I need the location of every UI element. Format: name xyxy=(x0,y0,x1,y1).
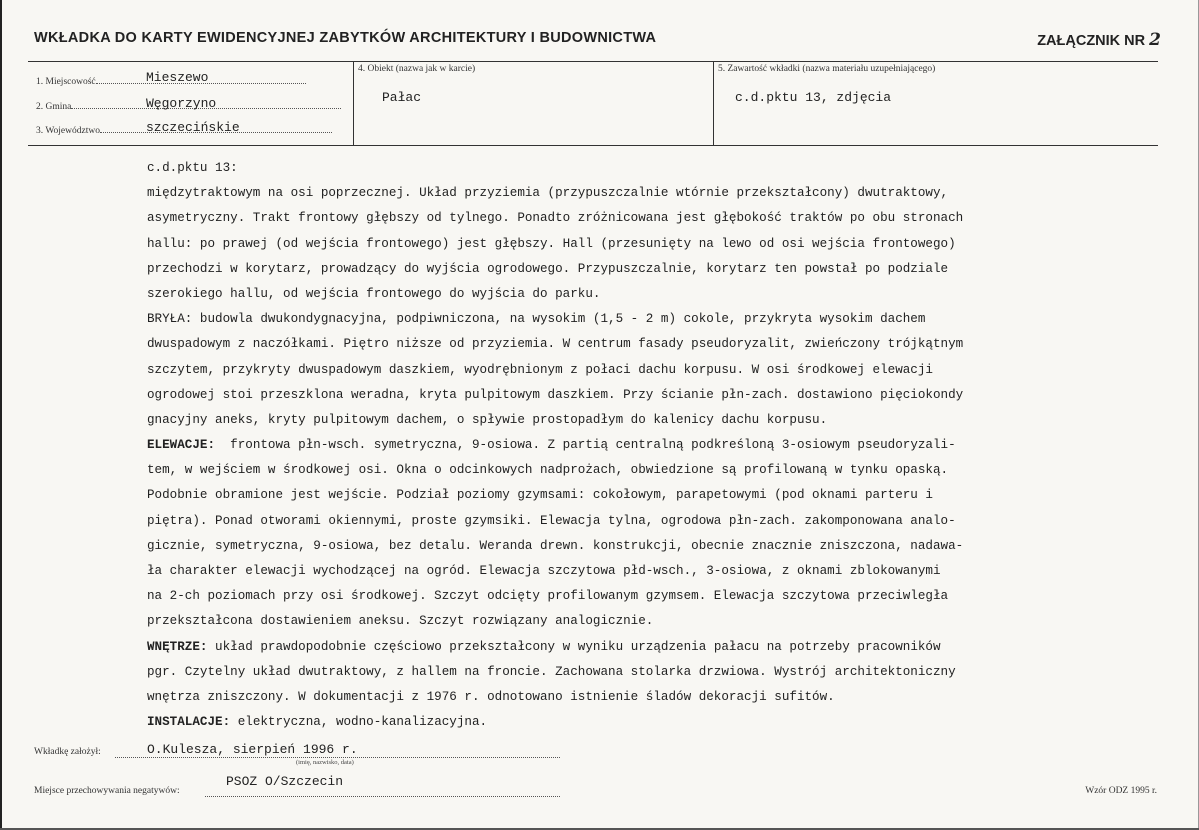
body-line-text: wnętrza zniszczony. W dokumentacji z 1976 r. odnotowano istnienie śladów dekoracji sufitów. xyxy=(147,689,835,704)
body-line xyxy=(147,181,1147,206)
object-value: Pałac xyxy=(382,90,422,105)
body-line-text: frontowa płn-wsch. symetryczna, 9-osiowa. Z partią centralną podkreśloną 3-osiowym pseudoryzali- xyxy=(215,438,956,453)
body-line xyxy=(147,332,1147,357)
body-line-text: elektryczna, wodno-kanalizacyjna. xyxy=(230,715,488,730)
body-line xyxy=(147,282,1147,307)
body-line xyxy=(147,559,1147,584)
negatives-dots xyxy=(205,796,560,797)
section-heading: INSTALACJE: xyxy=(147,715,231,730)
body-line xyxy=(147,483,1147,508)
body-line xyxy=(147,685,1147,710)
miejscowosc-label: 1. Miejscowość xyxy=(36,77,96,87)
wojewodztwo-label: 3. Województwo xyxy=(36,126,100,136)
contents-label: 5. Zawartość wkładki (nazwa materiału uzupełniającego) xyxy=(718,64,936,74)
body-lines xyxy=(147,181,1147,735)
body-line xyxy=(147,635,1147,660)
body-line-text: przechodzi w korytarz, prowadzący do wyjścia ogrodowego. Przypuszczalnie, korytarz ten powstał po podziale xyxy=(147,261,949,276)
annex-label xyxy=(1037,30,1161,50)
author-dots xyxy=(115,757,560,758)
body-line-text: przekształcona dostawieniem aneksu. Szczyt rozwiązany analogicznie. xyxy=(147,614,654,629)
grid-divider-2 xyxy=(713,62,714,145)
body-line xyxy=(147,257,1147,282)
body-heading: c.d.pktu 13: xyxy=(147,161,238,175)
body-line xyxy=(147,710,1147,735)
contents-value: c.d.pktu 13, zdjęcia xyxy=(735,90,892,105)
author-hint: (imię, nazwisko, data) xyxy=(296,759,354,766)
body-line-text: hallu: po prawej (od wejścia frontowego) jest głębszy. Hall (przesunięty na lewo od osi wejścia frontowego) xyxy=(147,236,956,251)
body-line xyxy=(147,660,1147,685)
annex-number: 2 xyxy=(1149,30,1161,50)
body-line xyxy=(147,232,1147,257)
body-line xyxy=(147,358,1147,383)
gmina-label: 2. Gmina xyxy=(36,102,72,112)
body-line-text: międzytraktowym na osi poprzecznej. Układ przyziemia (przypuszczalnie wtórnie przekształcony) dwutraktowy, xyxy=(147,186,949,201)
body-line-text: piętra). Ponad otworami okiennymi, proste gzymsiki. Elewacja tylna, ogrodowa płn-zach. zakomponowana analo- xyxy=(147,513,956,528)
body-line-text: ła charakter elewacji wychodzącej na ogród. Elewacja szczytowa płd-wsch., 3-osiowa, z oknami zblokowanymi xyxy=(147,564,941,578)
author-value: O.Kulesza, sierpień 1996 r. xyxy=(147,742,358,757)
negatives-value: PSOZ O/Szczecin xyxy=(226,774,344,789)
body-line-text: asymetryczny. Trakt frontowy głębszy od tylnego. Ponadto zróżnicowana jest głębokość traktów po obu stronach xyxy=(147,211,964,226)
negatives-label: Miejsce przechowywania negatywów: xyxy=(34,786,180,796)
body-line-text: gnacyjny aneks, kryty pulpitowym dachem, o spływie prostopadłym do kalenicy dachu korpusu. xyxy=(147,412,828,427)
grid-divider-1 xyxy=(353,62,354,145)
body-line xyxy=(147,509,1147,534)
object-label: 4. Obiekt (nazwa jak w karcie) xyxy=(358,64,476,74)
body-line xyxy=(147,408,1147,433)
author-label: Wkładkę założył: xyxy=(34,747,101,757)
body-line-text: układ prawdopodobnie częściowo przekształcony w wyniku urządzenia pałacu na potrzeby pracowników xyxy=(207,639,941,654)
body-line-text: szerokiego hallu, od wejścia frontowego do wyjścia do parku. xyxy=(147,286,601,301)
section-heading: ELEWACJE: xyxy=(147,438,216,453)
body-line-text: dwuspadowym z naczółkami. Piętro niższe od przyziemia. W centrum fasady pseudoryzalit, zwieńczony trójkątnym xyxy=(147,337,964,352)
form-code: Wzór ODZ 1995 r. xyxy=(1085,786,1157,796)
gmina-value: Węgorzyno xyxy=(146,96,217,111)
header-grid xyxy=(28,61,1158,146)
body-line xyxy=(147,584,1147,609)
body-line xyxy=(147,206,1147,231)
body-line xyxy=(147,383,1147,408)
miejscowosc-value: Mieszewo xyxy=(146,70,209,85)
body-line-text: Podobnie obramione jest wejście. Podział poziomy gzymsami: cokołowym, parapetowymi (pod oknami parteru i xyxy=(147,488,933,503)
body-line-text: gicznie, symetryczna, 9-osiowa, bez detalu. Weranda drewn. konstrukcji, obecnie znacznie zniszczona, nadawa- xyxy=(147,538,964,553)
body-line-text: ogrodowej stoi przeszklona weradna, kryta pulpitowym daszkiem. Przy ścianie płn-zach. dostawiono pięciokondy xyxy=(147,387,964,402)
body-line xyxy=(147,433,1147,458)
body-line-text: tem, w wejściem w środkowej osi. Okna o odcinkowych nadprożach, obwiedzione są profilowaną w tynku opaską. xyxy=(147,463,949,478)
section-heading: WNĘTRZE: xyxy=(147,639,208,654)
body-line xyxy=(147,307,1147,332)
body-line xyxy=(147,534,1147,559)
body-line-text: szczytem, przykryty dwuspadowym daszkiem, wyodrębnionym z połaci dachu korpusu. W osi środkowej elewacji xyxy=(147,362,933,377)
body-line-text: BRYŁA: budowla dwukondygnacyjna, podpiwniczona, na wysokim (1,5 - 2 m) cokole, przykryta wysokim dachem xyxy=(147,312,926,327)
description-body xyxy=(147,156,1147,735)
wojewodztwo-value: szczecińskie xyxy=(146,120,240,135)
body-line xyxy=(147,458,1147,483)
left-edge xyxy=(0,0,2,830)
annex-label-text: ZAŁĄCZNIK NR xyxy=(1037,33,1146,49)
body-line-text: na 2-ch poziomach przy osi środkowej. Szczyt odcięty profilowanym gzymsem. Elewacja szczytowa przeciwległa xyxy=(147,589,949,604)
body-line-text: pgr. Czytelny układ dwutraktowy, z hallem na froncie. Zachowana stolarka drzwiowa. Wystrój architektoniczny xyxy=(147,664,956,679)
body-line xyxy=(147,609,1147,634)
form-title: WKŁADKA DO KARTY EWIDENCYJNEJ ZABYTKÓW ARCHITEKTURY I BUDOWNICTWA xyxy=(34,30,657,46)
